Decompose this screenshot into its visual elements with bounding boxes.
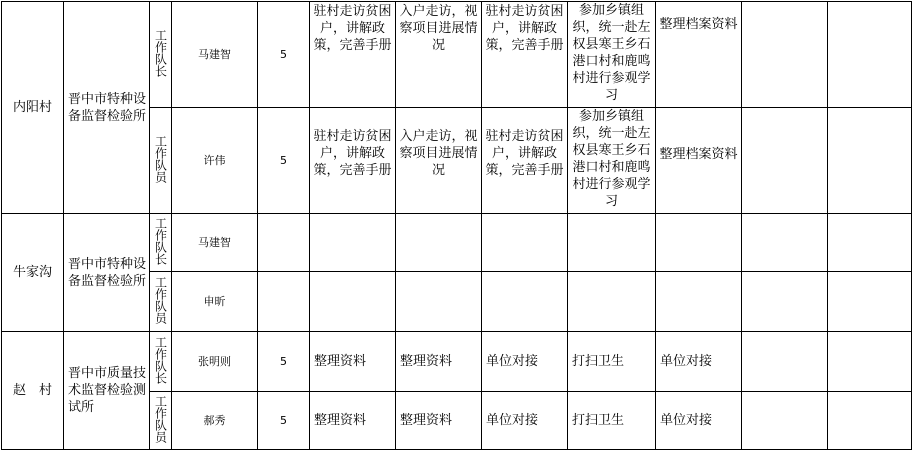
activity-cell — [742, 108, 828, 214]
activity-cell: 打扫卫生 — [568, 392, 656, 450]
activity-cell — [742, 332, 828, 392]
activity-cell: 单位对接 — [656, 332, 742, 392]
activity-cell: 单位对接 — [656, 392, 742, 450]
activity-cell — [828, 2, 912, 108]
activity-cell: 参加乡镇组织，统一赴左权县寒王乡石港口村和鹿鸣村进行参观学习 — [568, 108, 656, 214]
unit-cell: 晋中市特种设备监督检验所 — [64, 2, 150, 214]
activity-cell — [828, 332, 912, 392]
name-cell: 郝秀 — [172, 392, 258, 450]
activity-cell — [568, 214, 656, 272]
name-cell: 马建智 — [172, 2, 258, 108]
days-cell — [258, 214, 310, 272]
days-cell: 5 — [258, 108, 310, 214]
activity-cell — [828, 214, 912, 272]
activity-cell: 驻村走访贫困户，讲解政策，完善手册 — [310, 108, 396, 214]
activity-cell — [310, 214, 396, 272]
village-cell: 内阳村 — [2, 2, 64, 214]
role-cell: 工作队员 — [153, 134, 168, 183]
activity-cell — [742, 392, 828, 450]
activity-cell: 单位对接 — [482, 332, 568, 392]
activity-cell — [742, 214, 828, 272]
activity-cell — [742, 272, 828, 332]
table-row — [2, 332, 912, 392]
name-cell: 许伟 — [172, 108, 258, 214]
activity-cell: 整理资料 — [310, 332, 396, 392]
name-cell: 马建智 — [172, 214, 258, 272]
days-cell: 5 — [258, 2, 310, 108]
activity-cell: 入户走访，视察项目进展情况 — [396, 108, 482, 214]
activity-cell — [482, 272, 568, 332]
days-cell: 5 — [258, 392, 310, 450]
activity-cell: 整理资料 — [396, 392, 482, 450]
table-row — [2, 214, 912, 272]
activity-cell: 整理资料 — [310, 392, 396, 450]
unit-cell: 晋中市质量技术监督检验测试所 — [64, 332, 150, 450]
name-cell: 申昕 — [172, 272, 258, 332]
activity-cell — [568, 272, 656, 332]
activity-cell — [656, 214, 742, 272]
activity-cell — [742, 2, 828, 108]
unit-cell: 晋中市特种设备监督检验所 — [64, 214, 150, 332]
activity-cell: 单位对接 — [482, 392, 568, 450]
days-cell: 5 — [258, 332, 310, 392]
activity-cell: 驻村走访贫困户，讲解政策，完善手册 — [482, 108, 568, 214]
activity-cell — [828, 108, 912, 214]
table-row — [2, 2, 912, 108]
village-cell: 牛家沟 — [2, 214, 64, 332]
days-cell — [258, 272, 310, 332]
activity-cell: 驻村走访贫困户，讲解政策，完善手册 — [482, 2, 568, 108]
activity-cell — [310, 272, 396, 332]
role-cell: 工作队员 — [153, 394, 168, 443]
activity-cell — [828, 272, 912, 332]
activity-cell: 整理资料 — [396, 332, 482, 392]
activity-cell: 打扫卫生 — [568, 332, 656, 392]
activity-cell — [396, 272, 482, 332]
activity-cell: 入户走访，视察项目进展情况 — [396, 2, 482, 108]
activity-cell — [656, 272, 742, 332]
activity-cell — [396, 214, 482, 272]
work-log-table — [1, 1, 912, 450]
activity-cell — [482, 214, 568, 272]
role-cell: 工作队长 — [153, 216, 168, 265]
activity-cell: 整理档案资料 — [656, 108, 742, 214]
role-cell: 工作队长 — [153, 335, 168, 384]
role-cell: 工作队长 — [153, 28, 168, 77]
name-cell: 张明则 — [172, 332, 258, 392]
activity-cell — [828, 392, 912, 450]
village-cell: 赵 村 — [2, 332, 64, 450]
activity-cell: 驻村走访贫困户，讲解政策，完善手册 — [310, 2, 396, 108]
activity-cell: 整理档案资料 — [656, 2, 742, 108]
role-cell: 工作队员 — [153, 275, 168, 324]
activity-cell: 参加乡镇组织，统一赴左权县寒王乡石港口村和鹿鸣村进行参观学习 — [568, 2, 656, 108]
